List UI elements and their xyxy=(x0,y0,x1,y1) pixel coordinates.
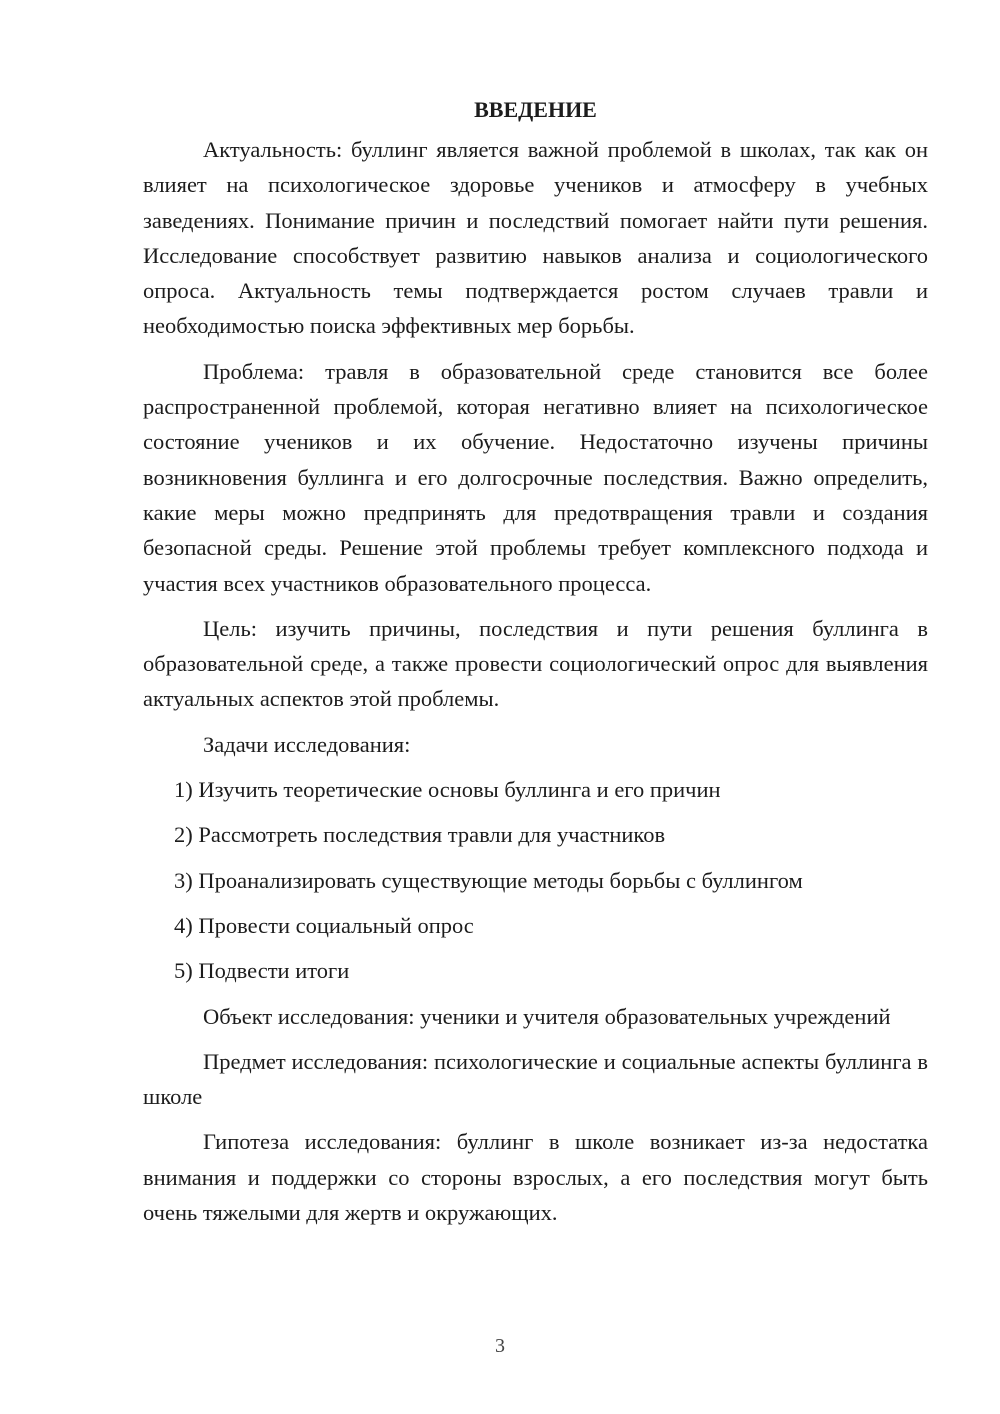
tasks-list xyxy=(143,772,928,988)
task-item: 5) Подвести итоги xyxy=(174,958,350,984)
problem-paragraph: Проблема: травля в образовательной среде становится все более распространенной проблемой, которая негативно влияет на психологическое состояние учеников и их обучение. Недостаточно изучены причины возникновения буллинга и его долгосрочные последствия. Важно определить, какие меры можно предпринять для предотвращения травли и создания безопасной среды. Решение этой проблемы требует комплексного подхода и участия всех участников образовательного процесса. xyxy=(143,358,928,596)
relevance-paragraph: Актуальность: буллинг является важной проблемой в школах, так как он влияет на психологическое здоровье учеников и атмосферу в учебных заведениях. Понимание причин и последствий помогает найти пути решения. Исследование способствует развитию навыков анализа и социологического опроса. Актуальность темы подтверждается ростом случаев травли и необходимостью поиска эффективных мер борьбы. xyxy=(143,137,928,339)
task-item: 1) Изучить теоретические основы буллинга и его причин xyxy=(174,777,721,803)
tasks-heading: Задачи исследования: xyxy=(203,731,411,757)
subject-paragraph: Предмет исследования: психологические и социальные аспекты буллинга в школе xyxy=(143,1048,928,1110)
task-item: 3) Проанализировать существующие методы борьбы с буллингом xyxy=(174,867,803,893)
task-item: 2) Рассмотреть последствия травли для участников xyxy=(174,822,666,848)
task-item: 4) Провести социальный опрос xyxy=(174,912,474,938)
section-title: ВВЕДЕНИЕ xyxy=(474,97,597,122)
page-number: 3 xyxy=(495,1335,505,1357)
page-content xyxy=(143,92,928,1240)
hypothesis-paragraph: Гипотеза исследования: буллинг в школе возникает из-за недостатка внимания и поддержки со стороны взрослых, а его последствия могут быть очень тяжелыми для жертв и окружающих. xyxy=(143,1129,928,1226)
object-paragraph: Объект исследования: ученики и учителя образовательных учреждений xyxy=(203,1003,891,1029)
goal-paragraph: Цель: изучить причины, последствия и пути решения буллинга в образовательной среде, а также провести социологический опрос для выявления актуальных аспектов этой проблемы. xyxy=(143,615,928,712)
